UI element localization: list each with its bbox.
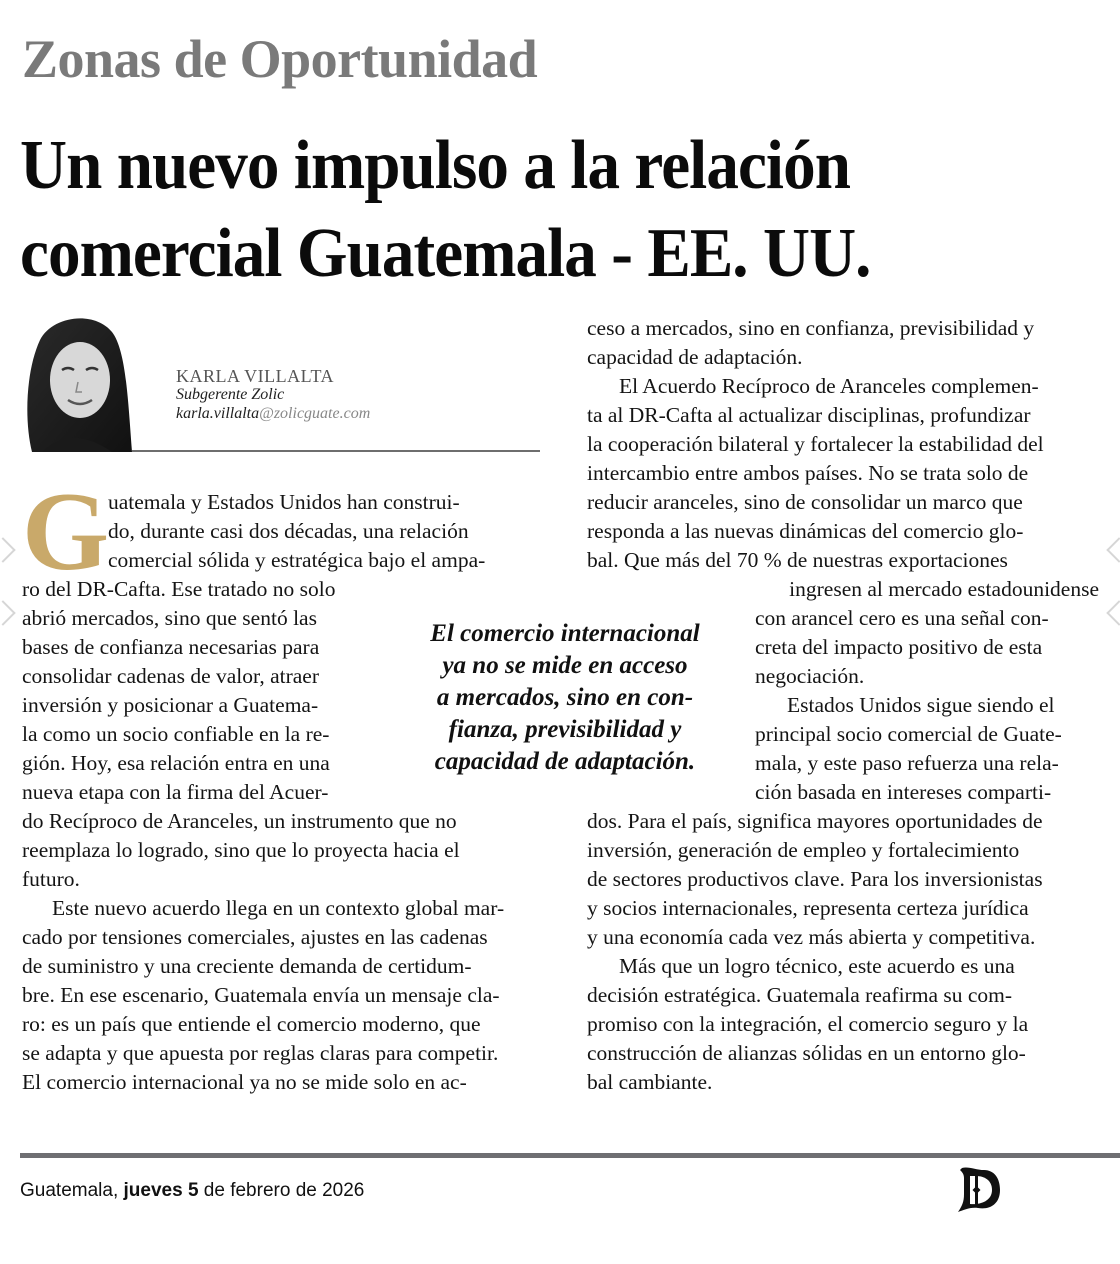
body-line: ceso a mercados, sino en confianza, previsibilidad y (587, 316, 1035, 340)
body-line: creta del impacto positivo de esta (755, 635, 1043, 659)
body-line: El comercio internacional ya no se mide solo en ac- (22, 1070, 467, 1094)
body-line: Más que un logro técnico, este acuerdo es una (619, 954, 1015, 978)
left-col-dropcap-lines (108, 488, 540, 575)
headline-line-2: comercial Guatemala - EE. UU. (20, 215, 871, 292)
body-line: mala, y este paso refuerza una rela- (755, 751, 1059, 775)
author-portrait-icon (22, 310, 132, 452)
body-line: promiso con la integración, el comercio seguro y la (587, 1012, 1029, 1036)
body-line: bre. En ese escenario, Guatemala envía un mensaje cla- (22, 983, 500, 1007)
body-line: dos. Para el país, significa mayores oportunidades de (587, 809, 1043, 833)
body-line: construcción de alianzas sólidas en un entorno glo- (587, 1041, 1026, 1065)
section-label: Zonas de Oportunidad (22, 29, 538, 89)
body-line: intercambio entre ambos países. No se trata solo de (587, 461, 1029, 485)
body-line: Este nuevo acuerdo llega en un contexto global mar- (52, 896, 505, 920)
body-line: y socios internacionales, representa certeza jurídica (587, 896, 1029, 920)
body-line: principal socio comercial de Guate- (755, 722, 1062, 746)
author-photo (22, 310, 132, 452)
pull-quote-line: a mercados, sino en con- (436, 684, 694, 711)
left-col-line-full (22, 575, 540, 604)
headline (20, 122, 950, 298)
author-name: KARLA VILLALTA (176, 366, 335, 386)
body-line: bal. Que más del 70 % de nuestras exportaciones (587, 548, 1008, 572)
body-line: bases de confianza necesarias para (22, 635, 320, 659)
body-line: uatemala y Estados Unidos han construi- (108, 490, 460, 514)
right-col-line-offset (733, 575, 1099, 604)
body-line: ingresen al mercado estadounidense (789, 577, 1099, 601)
next-page-arrow-icon[interactable] (1106, 537, 1120, 562)
footer-divider (20, 1153, 1120, 1158)
body-line: la como un socio confiable en la re- (22, 722, 330, 746)
body-line: con arancel cero es una señal con- (755, 606, 1049, 630)
body-line: bal cambiante. (587, 1070, 713, 1094)
body-line: do, durante casi dos décadas, una relación (108, 519, 469, 543)
body-line: decisión estratégica. Guatemala reafirma su com- (587, 983, 1013, 1007)
body-line: negociación. (755, 664, 865, 688)
body-line: Estados Unidos sigue siendo el (787, 693, 1055, 717)
footer-date (20, 1180, 364, 1202)
body-line: ro: es un país que entiende el comercio moderno, que (22, 1012, 481, 1036)
right-col-bottom (587, 807, 1099, 1097)
body-line: ro del DR-Cafta. Ese tratado no solo (22, 577, 336, 601)
body-line: inversión, generación de empleo y fortalecimiento (587, 838, 1020, 862)
headline-line-1: Un nuevo impulso a la relación (20, 127, 850, 204)
body-line: ta al DR-Cafta al actualizar disciplinas, profundizar (587, 403, 1031, 427)
body-line: reemplaza lo logrado, sino que lo proyecta hacia el (22, 838, 460, 862)
footer-weekday-day: jueves 5 (123, 1180, 199, 1201)
body-line: nueva etapa con la firma del Acuer- (22, 780, 329, 804)
body-line: futuro. (22, 867, 80, 891)
body-line: de sectores productivos clave. Para los inversionistas (587, 867, 1043, 891)
body-line: y una economía cada vez más abierta y competitiva. (587, 925, 1036, 949)
pull-quote-line: El comercio internacional (430, 620, 700, 647)
body-line: abrió mercados, sino que sentó las (22, 606, 317, 630)
newspaper-logo-icon (954, 1164, 1002, 1214)
pull-quote-line: capacidad de adaptación. (434, 748, 696, 775)
body-line: reducir aranceles, sino de consolidar un marco que (587, 490, 1023, 514)
author-role: Subgerente Zolic (176, 386, 285, 403)
body-line: se adapta y que apuesta por reglas claras para competir. (22, 1041, 499, 1065)
body-line: consolidar cadenas de valor, atraer (22, 664, 320, 688)
drop-cap: G (22, 470, 110, 594)
body-line: El Acuerdo Recíproco de Aranceles complemen- (619, 374, 1039, 398)
left-col-full (22, 807, 540, 1097)
body-line: ción basada en intereses comparti- (755, 780, 1052, 804)
footer-month-year: de febrero de 2026 (203, 1180, 365, 1201)
next-page-arrow-icon[interactable] (1106, 600, 1120, 625)
body-line: cado por tensiones comerciales, ajustes en las cadenas (22, 925, 488, 949)
author-divider (132, 450, 540, 452)
body-line: do Recíproco de Aranceles, un instrumento que no (22, 809, 457, 833)
author-email-user: karla.villalta (176, 405, 260, 422)
author-email-domain: @zolicguate.com (259, 405, 371, 422)
right-col-top (587, 314, 1099, 575)
pull-quote-line: fianza, previsibilidad y (448, 716, 682, 743)
pull-quote-line: ya no se mide en acceso (442, 652, 688, 679)
author-byline (176, 366, 370, 423)
body-line: comercial sólida y estratégica bajo el ampa- (108, 548, 486, 572)
body-line: capacidad de adaptación. (587, 345, 803, 369)
body-line: gión. Hoy, esa relación entra en una (22, 751, 330, 775)
right-col-narrow (755, 604, 1099, 807)
footer-city: Guatemala, (20, 1180, 119, 1201)
body-line: la cooperación bilateral y fortalecer la estabilidad del (587, 432, 1044, 456)
body-line: inversión y posicionar a Guatema- (22, 693, 319, 717)
body-line: de suministro y una creciente demanda de certidum- (22, 954, 472, 978)
prev-page-arrow-icon[interactable] (0, 600, 16, 625)
prev-page-arrow-icon[interactable] (0, 537, 16, 562)
left-col-narrow (22, 604, 367, 807)
body-line: responda a las nuevas dinámicas del comercio glo- (587, 519, 1024, 543)
pull-quote (390, 618, 740, 778)
author-email[interactable] (176, 404, 370, 423)
